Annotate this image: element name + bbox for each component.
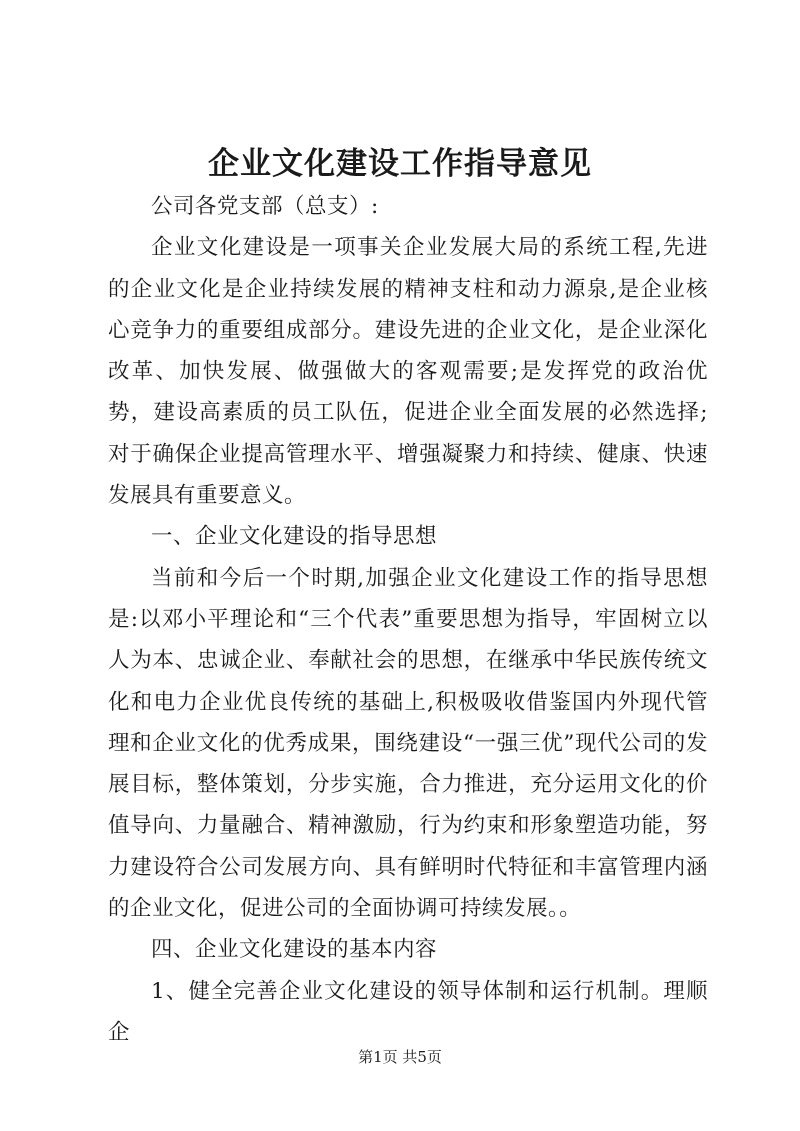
paragraph-item-1: 1、健全完善企业文化建设的领导体制和运行机制。理顺企 [108,978,708,1045]
paragraph-guiding-ideology: 当前和今后一个时期,加强企业文化建设工作的指导思想是:以邓小平理论和“三个代表”重要思想为指导，牢固树立以人为本、忠诚企业、奉献社会的思想，在继承中华民族传统文化和电力企业优良传统的基础上,积极吸收借鉴国内外现代管理和企业文化的优秀成果，围绕建设“一强三优”现代公司的发展目标，整体策划，分步实施，合力推进，充分运用文化的价值导向、力量融合、精神激励，行为约束和形象塑造功能，努力建设符合公司发展方向、具有鲜明时代特征和丰富管理内涵的企业文化，促进公司的全面协调可持续发展。。 [108,565,708,922]
document-body [108,186,708,1053]
section-heading-basic-content: 四、企业文化建设的基本内容 [151,937,438,963]
salutation: 公司各党支部（总支）: [151,194,379,219]
page-number: 第1页 [358,1048,398,1066]
page-footer [0,1047,800,1067]
page-total: 共5页 [402,1048,442,1066]
paragraph-intro: 企业文化建设是一项事关企业发展大局的系统工程,先进的企业文化是企业持续发展的精神支柱和动力源泉,是企业核心竞争力的重要组成部分。建设先进的企业文化，是企业深化改革、加快发展、做强做大的客观需要;是发挥党的政治优势，建设高素质的员工队伍，促进企业全面发展的必然选择;对于确保企业提高管理水平、增强凝聚力和持续、健康、快速发展具有重要意义。 [108,235,708,509]
section-heading-guiding-ideology: 一、企业文化建设的指导思想 [151,524,438,550]
document-title: 企业文化建设工作指导意见 [208,146,592,182]
